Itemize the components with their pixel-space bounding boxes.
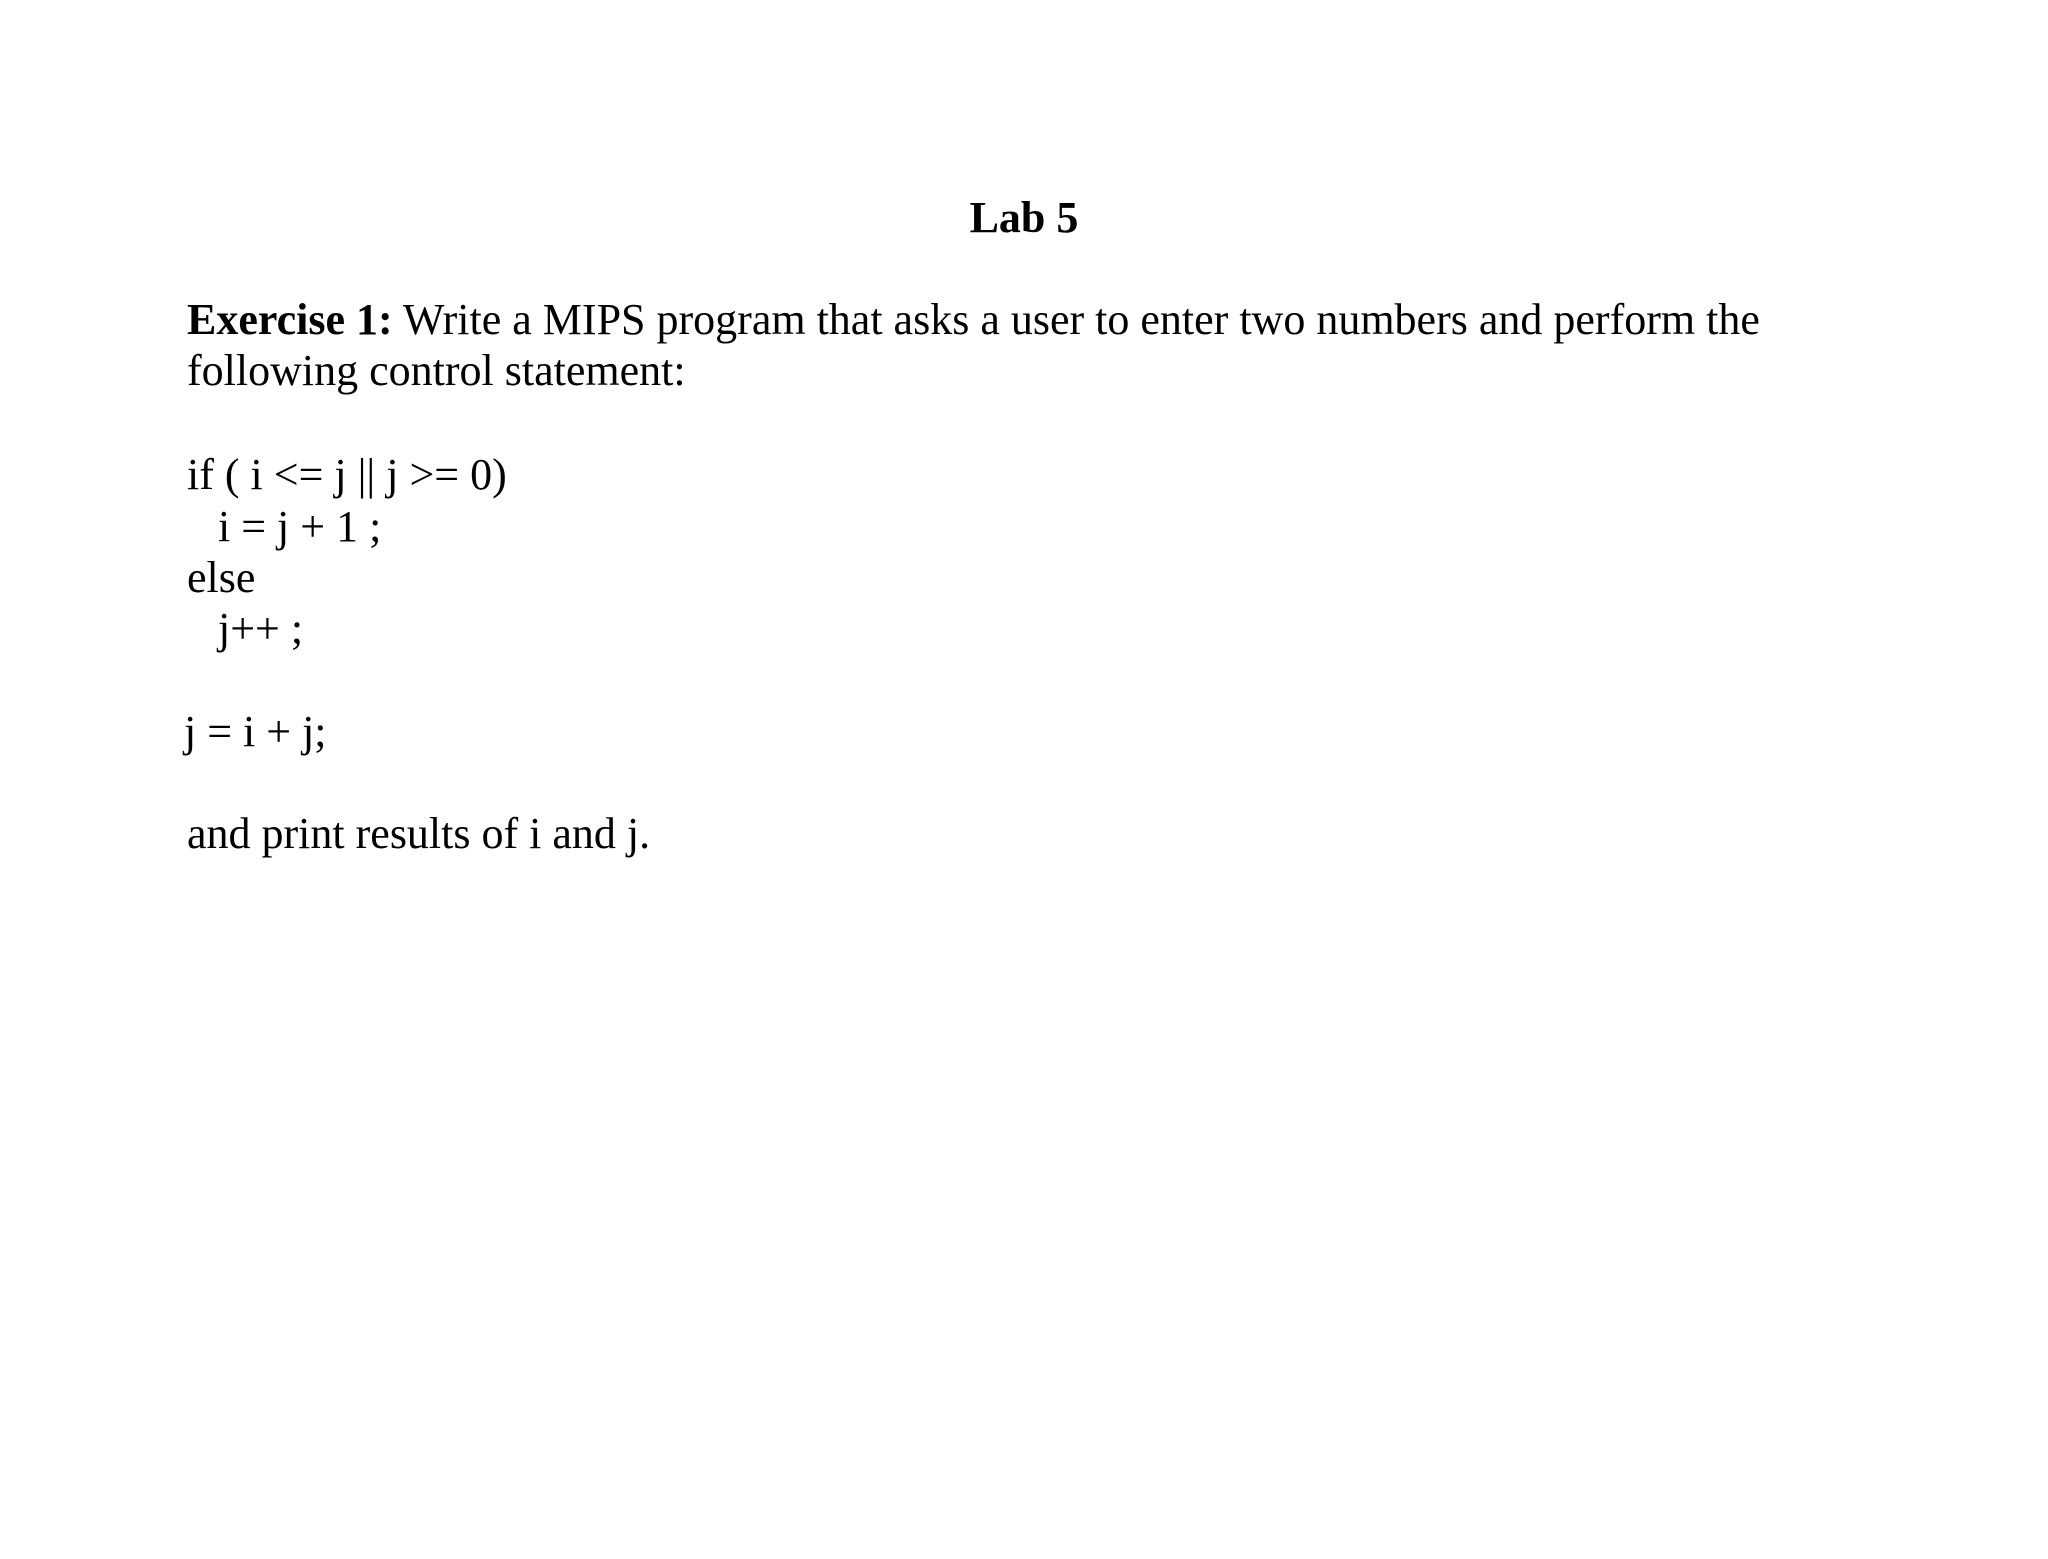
code-line-if: if ( i <= j || j >= 0) bbox=[187, 450, 507, 499]
exercise-prompt bbox=[187, 294, 1887, 396]
closing-instruction: and print results of i and j. bbox=[187, 809, 651, 858]
code-line-if-body: i = j + 1 ; bbox=[218, 502, 382, 551]
exercise-text: Write a MIPS program that asks a user to enter two numbers and perform the following control statement: bbox=[187, 295, 1760, 395]
code-line-else-body: j++ ; bbox=[218, 604, 304, 653]
exercise-label: Exercise 1: bbox=[187, 295, 393, 344]
code-line-else: else bbox=[187, 553, 256, 602]
page-title: Lab 5 bbox=[969, 193, 1079, 242]
code-line-assignment: j = i + j; bbox=[184, 707, 327, 756]
